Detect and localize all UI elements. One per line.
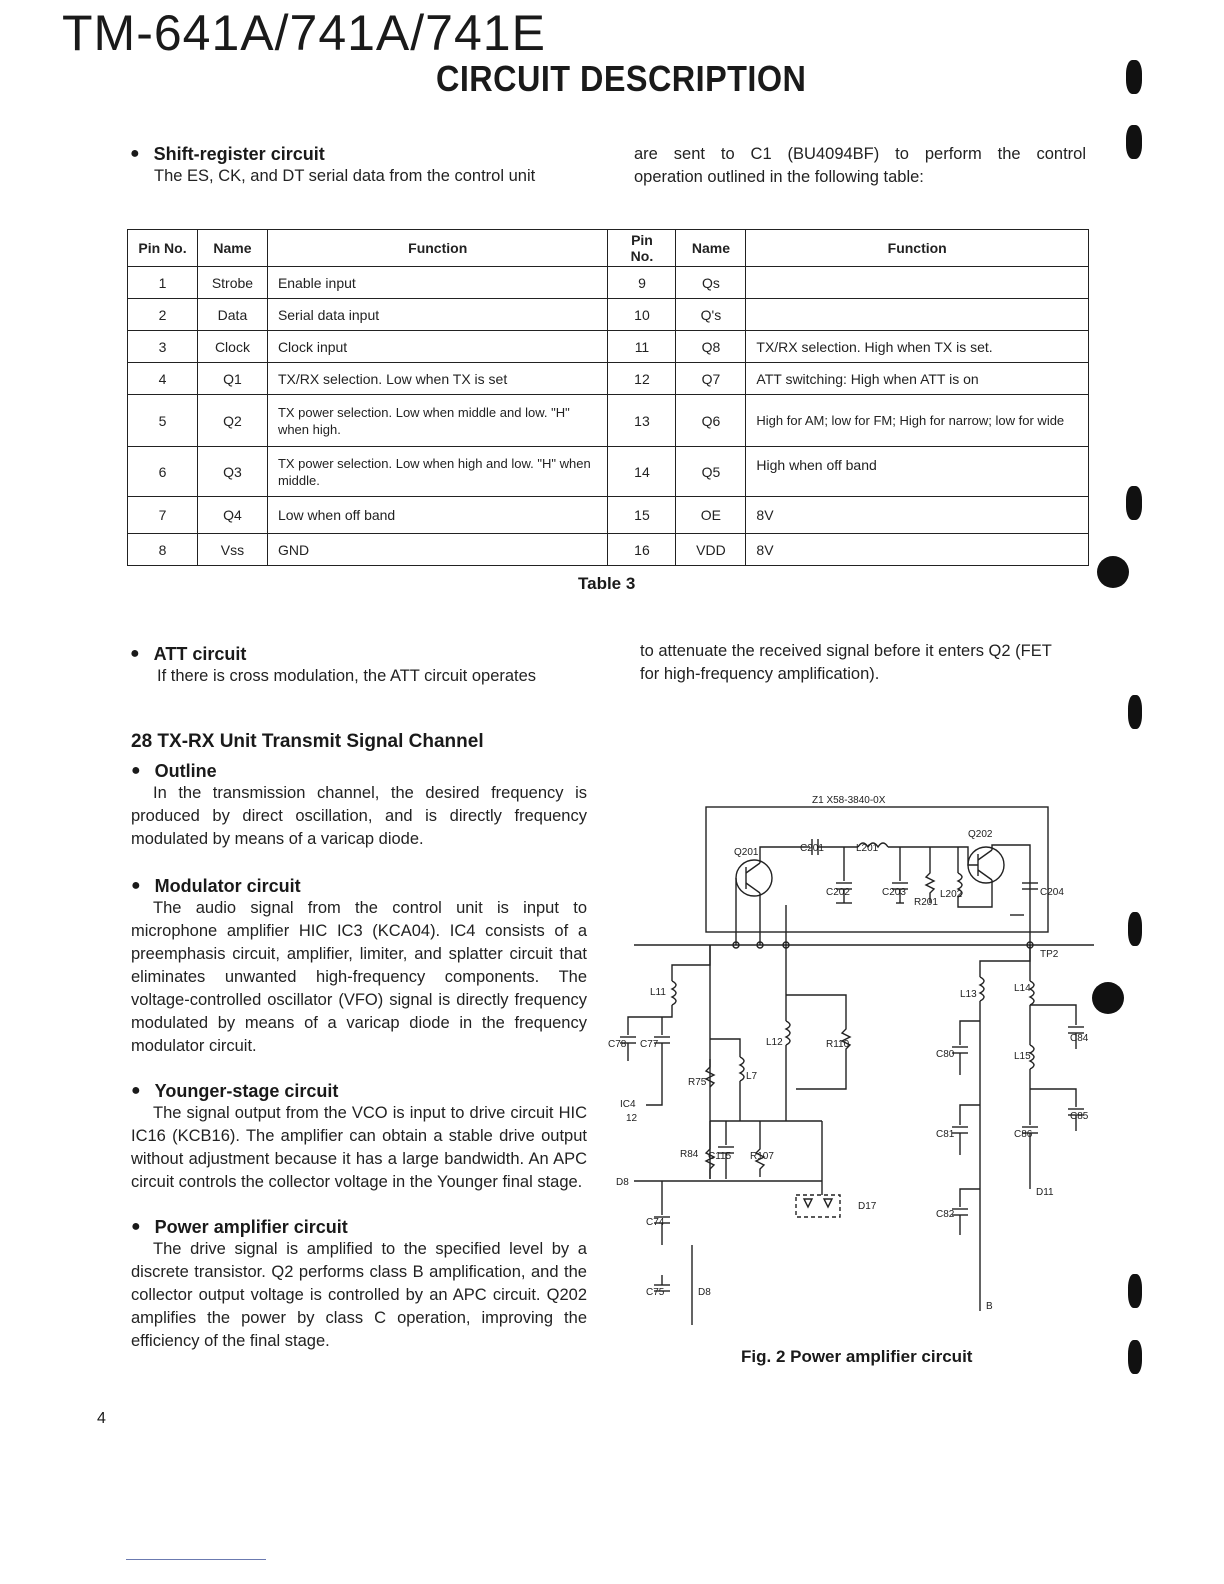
label-l7: L7 [746, 1071, 758, 1082]
function-cell: High for AM; low for FM; High for narrow; low for wide [746, 395, 1089, 447]
label-z1: Z1 X58-3840-0X [812, 795, 886, 806]
outline-heading: ● Outline [131, 761, 587, 782]
section-title: CIRCUIT DESCRIPTION [436, 58, 807, 99]
binding-mark [1092, 982, 1124, 1014]
name-cell: Data [197, 299, 267, 331]
binding-mark [1126, 125, 1142, 159]
name-cell: Q's [676, 299, 746, 331]
label-c78: C78 [608, 1039, 627, 1050]
pin-cell: 7 [128, 497, 198, 534]
label-c80: C80 [936, 1049, 955, 1060]
label-tp2: TP2 [1040, 949, 1059, 960]
shift-register-text-left: The ES, CK, and DT serial data from the control unit [154, 167, 536, 185]
label-c74: C74 [646, 1217, 665, 1228]
header-name: Name [197, 230, 267, 267]
function-cell: ATT switching: High when ATT is on [746, 363, 1089, 395]
name-cell: Q1 [197, 363, 267, 395]
section-28-heading: 28 TX-RX Unit Transmit Signal Channel [131, 731, 484, 752]
binding-mark [1128, 1274, 1142, 1308]
shift-register-block [130, 144, 535, 188]
pin-table [127, 229, 1089, 566]
label-c201: C201 [800, 843, 824, 854]
label-c75: C75 [646, 1287, 665, 1298]
label-l202: L202 [940, 889, 963, 900]
label-r75: R75 [688, 1077, 707, 1088]
label-c202: C202 [826, 887, 850, 898]
pa-heading: ● Power amplifier circuit [131, 1217, 587, 1238]
table-row [128, 331, 1089, 363]
function-cell: TX/RX selection. Low when TX is set [267, 363, 608, 395]
modulator-text [131, 897, 587, 1058]
header-pin-no: Pin No. [128, 230, 198, 267]
name-cell: Vss [197, 534, 267, 566]
function-cell: GND [267, 534, 608, 566]
header-function: Function [267, 230, 608, 267]
name-cell: VDD [676, 534, 746, 566]
pin-cell: 13 [608, 395, 676, 447]
label-c81: C81 [936, 1129, 955, 1140]
shift-register-text-right [634, 143, 1086, 189]
label-b: B [986, 1301, 993, 1312]
att-text-left: If there is cross modulation, the ATT circuit operates [157, 667, 537, 685]
label-ic4: IC4 [620, 1099, 636, 1110]
label-d11: D11 [1036, 1187, 1054, 1198]
younger-paragraph: The signal output from the VCO is input to drive circuit HIC IC16 (KCB16). The amplifier can obtain a stable drive output without adjustment because it has a large bandwidth. An APC circuit controls the collector voltage in the Younger final stage. [131, 1104, 587, 1191]
function-cell: TX/RX selection. High when TX is set. [746, 331, 1089, 363]
att-heading: ● ATT circuit [130, 644, 536, 665]
att-text-right [640, 640, 1092, 686]
name-cell: Q6 [676, 395, 746, 447]
d17-diode-pair [796, 1195, 840, 1217]
function-cell [746, 299, 1089, 331]
binding-mark [1128, 1340, 1142, 1374]
pin-cell: 10 [608, 299, 676, 331]
binding-mark [1128, 912, 1142, 946]
pin-table-header [128, 230, 1089, 267]
outline-text [131, 782, 587, 851]
function-cell: TX power selection. Low when middle and low. "H" when high. [267, 395, 608, 447]
label-r84: R84 [680, 1149, 699, 1160]
label-c86: C86 [1014, 1129, 1033, 1140]
function-cell [746, 267, 1089, 299]
function-cell: Clock input [267, 331, 608, 363]
label-d17: D17 [858, 1201, 877, 1212]
name-cell: OE [676, 497, 746, 534]
label-ic4-pin: 12 [626, 1113, 638, 1124]
label-d8-left: D8 [616, 1177, 629, 1188]
shift-register-text-right-1: are sent to C1 (BU4094BF) to perform the control [634, 145, 1086, 163]
label-c115: C115 [708, 1151, 732, 1162]
name-cell: Q7 [676, 363, 746, 395]
label-q202: Q202 [968, 829, 993, 840]
label-l12: L12 [766, 1037, 783, 1048]
label-c203: C203 [882, 887, 906, 898]
name-cell: Q3 [197, 447, 267, 497]
label-c77: C77 [640, 1039, 659, 1050]
function-cell: High when off band [746, 447, 1089, 497]
table-row [128, 534, 1089, 566]
att-text-right-2: for high-frequency amplification). [640, 665, 880, 683]
function-cell: Enable input [267, 267, 608, 299]
label-r107: R107 [750, 1151, 774, 1162]
name-cell: Q4 [197, 497, 267, 534]
younger-text [131, 1102, 587, 1194]
name-cell: Qs [676, 267, 746, 299]
figure-caption: Fig. 2 Power amplifier circuit [741, 1347, 973, 1366]
label-l201: L201 [856, 843, 879, 854]
pin-cell: 2 [128, 299, 198, 331]
page-number: 4 [97, 1410, 106, 1427]
power-amplifier-schematic [600, 785, 1100, 1335]
footer-rule [126, 1559, 266, 1560]
header-function: Function [746, 230, 1089, 267]
label-q201: Q201 [734, 847, 759, 858]
pin-cell: 11 [608, 331, 676, 363]
label-l13: L13 [960, 989, 977, 1000]
table-row [128, 395, 1089, 447]
function-cell: TX power selection. Low when high and low. "H" when middle. [267, 447, 608, 497]
shift-register-text-right-2: operation outlined in the following table: [634, 168, 924, 186]
label-l14: L14 [1014, 983, 1031, 994]
model-title: TM-641A/741A/741E [62, 5, 546, 61]
name-cell: Q2 [197, 395, 267, 447]
q201-transistor [736, 860, 772, 896]
pa-text [131, 1238, 587, 1353]
z1-module-box [706, 807, 1048, 932]
section-28-column [131, 761, 587, 1353]
label-l15: L15 [1014, 1051, 1031, 1062]
label-c85: C85 [1070, 1111, 1089, 1122]
pin-cell: 16 [608, 534, 676, 566]
younger-heading: ● Younger-stage circuit [131, 1081, 587, 1102]
att-text-right-1: to attenuate the received signal before it enters Q2 (FET [640, 642, 1052, 660]
function-cell: 8V [746, 534, 1089, 566]
binding-mark [1128, 695, 1142, 729]
label-c204: C204 [1040, 887, 1064, 898]
pin-cell: 5 [128, 395, 198, 447]
pin-cell: 12 [608, 363, 676, 395]
shift-register-heading: ● Shift-register circuit [130, 144, 535, 165]
name-cell: Clock [197, 331, 267, 363]
pin-cell: 1 [128, 267, 198, 299]
outline-paragraph: In the transmission channel, the desired frequency is produced by direct oscillation, and is directly frequency modulated by means of a varicap diode. [131, 784, 587, 848]
att-block [130, 644, 536, 688]
modulator-paragraph: The audio signal from the control unit is input to microphone amplifier HIC IC3 (KCA04). IC4 consists of a preemphasis circuit, amplifier, limiter, and splatter circuit that eliminates unwanted high-frequency components. The voltage-controlled oscillator (VFO) signal is directly frequency modulated by means of a varicap diode in the frequency modulator circuit. [131, 899, 587, 1055]
pin-cell: 15 [608, 497, 676, 534]
pin-cell: 14 [608, 447, 676, 497]
label-c84: C84 [1070, 1033, 1089, 1044]
table-row [128, 447, 1089, 497]
label-r110: R110 [826, 1039, 850, 1050]
label-d8-vert: D8 [698, 1287, 711, 1298]
label-c82: C82 [936, 1209, 955, 1220]
label-r201: R201 [914, 897, 938, 908]
binding-mark [1126, 486, 1142, 520]
pin-cell: 4 [128, 363, 198, 395]
function-cell: Low when off band [267, 497, 608, 534]
table-row [128, 267, 1089, 299]
name-cell: Q5 [676, 447, 746, 497]
header-name: Name [676, 230, 746, 267]
table-row [128, 299, 1089, 331]
function-cell: 8V [746, 497, 1089, 534]
pin-cell: 3 [128, 331, 198, 363]
label-l11: L11 [650, 987, 666, 998]
name-cell: Q8 [676, 331, 746, 363]
table-row [128, 363, 1089, 395]
name-cell: Strobe [197, 267, 267, 299]
pin-cell: 9 [608, 267, 676, 299]
header-pin-no: Pin No. [608, 230, 676, 267]
pa-paragraph: The drive signal is amplified to the specified level by a discrete transistor. Q2 performs class B amplification, and the collector output voltage is controlled by an APC circuit. Q202 amplifies the power by class C operation, improving the efficiency of the final stage. [131, 1240, 587, 1350]
binding-mark [1126, 60, 1142, 94]
binding-mark [1097, 556, 1129, 588]
function-cell: Serial data input [267, 299, 608, 331]
pin-cell: 8 [128, 534, 198, 566]
pin-cell: 6 [128, 447, 198, 497]
table-row [128, 497, 1089, 534]
table-caption: Table 3 [578, 574, 636, 593]
modulator-heading: ● Modulator circuit [131, 876, 587, 897]
